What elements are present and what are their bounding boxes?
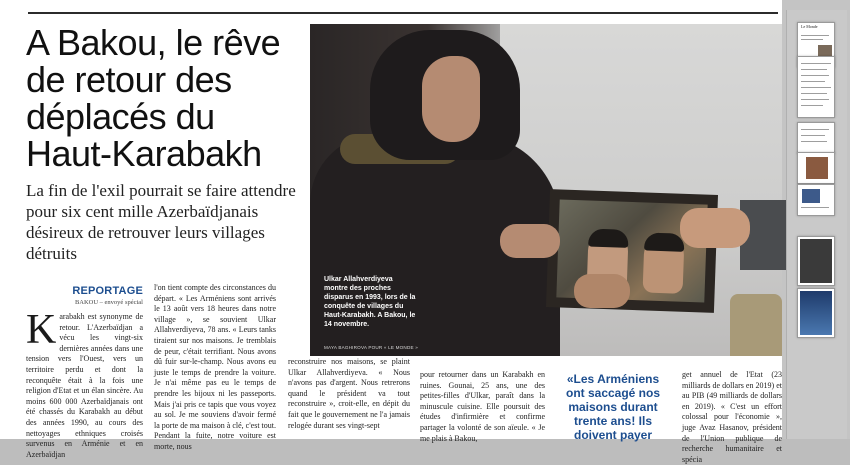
photo-portrait-2-hair [644, 232, 685, 251]
photo-hand-left [500, 224, 560, 258]
thumbnail-line [801, 93, 827, 94]
thumbnail-page-2[interactable] [797, 56, 835, 118]
page-thumbnail-strip[interactable] [786, 10, 847, 439]
thumbnail-line [801, 105, 823, 106]
column-5-text: get annuel de l'Etat (23 milliards de dollars en 2019) et au PIB (49 milliards de dollars en 2019). « C'est un effort colossal pour l'économie », juge Avaz Hasanov, président de l'Union publique de recherche humanitaire et spécia [682, 370, 782, 464]
thumbnail-image [800, 291, 832, 335]
text-column-3 [288, 357, 410, 431]
photo-portrait-1-hair [588, 228, 629, 247]
thumbnail-line [801, 63, 831, 64]
photo-caption: Ulkar Allahverdiyeva montre des proches disparus en 1993, lors de la conquête de villages du Haut-Karabakh. A Bakou, le 14 novembre. [324, 276, 416, 328]
text-column-2 [154, 283, 276, 453]
column-4-text: pour retourner dans un Karabakh en ruines. Gounai, 25 ans, une des petites-filles d'Ulkar, paraît dans la minuscule cuisine. Elle poursuit des études d'infirmière et confirme partager la volonté de son aïeule. « Je me plais à Bakou, [420, 370, 545, 443]
thumbnail-page-5[interactable] [797, 184, 835, 216]
photo-hand-right [680, 208, 750, 248]
text-column-1 [26, 307, 143, 460]
rubric-label: REPORTAGE [72, 285, 143, 297]
photo-hand-bottom [574, 274, 630, 308]
photo-credit: MAYA BAGHIROVA POUR « LE MONDE » [324, 345, 418, 350]
drop-cap: K [26, 307, 57, 353]
thumbnail-line [801, 81, 825, 82]
article-headline: A Bakou, le rêve de retour des déplacés du Haut-Karabakh [26, 22, 281, 174]
photo-woman-face [422, 56, 480, 142]
thumbnail-image [800, 239, 832, 283]
text-column-4 [420, 370, 545, 444]
thumbnail-line [801, 35, 829, 36]
thumbnail-line [801, 75, 829, 76]
thumbnail-line [801, 69, 827, 70]
thumbnail-page-6[interactable] [797, 236, 835, 286]
thumbnail-image [806, 157, 828, 179]
thumbnail-line [801, 87, 831, 88]
thumbnail-page-4[interactable] [797, 152, 835, 184]
article-subheadline: La fin de l'exil pourrait se faire attendre pour six cent mille Azerbaïdjanais désireux de retrouver leurs villages détruits [26, 181, 296, 263]
thumbnail-image [802, 189, 820, 203]
column-3-text: reconstruire nos maisons, se plaint Ulkar Allahverdiyeva. « Nous n'avons pas d'argent. Nous retrerons quand le président va tout reconstruire », croit-elle, en dépit du fait que le gouvernement ne l'a jamais relogée durant ses vingt-sept [288, 357, 410, 430]
column-1-text: arabakh est synonyme de retour. L'Azerbaïdjan a vécu les vingt-six dernières années dans une tension vers l'Ouest, vers un territoire perdu et dont la reconquête était à la fois une religion d'Etat et un élan sincère. Au moins 600 000 Azerbaïdjanais ont été chassés du Karabakh au début des années 1990, au cours des nettoyages ethniques croisés survenus en Arménie et en Azerbaïdjan [26, 312, 143, 459]
byline: BAKOU – envoyé spécial [74, 299, 143, 306]
thumbnail-line [801, 129, 829, 130]
pull-quote: «Les Arméniens ont saccagé nos maisons durant trente ans! Ils doivent payer [565, 372, 661, 442]
text-column-5 [682, 370, 782, 465]
thumbnail-page-3[interactable] [797, 122, 835, 154]
top-rule [28, 12, 778, 14]
thumbnail-masthead: Le Monde [801, 24, 818, 29]
thumbnail-line [801, 99, 829, 100]
thumbnail-line [801, 135, 825, 136]
thumbnail-line [801, 207, 829, 208]
thumbnail-page-7[interactable] [797, 288, 835, 338]
thumbnail-line [801, 141, 827, 142]
thumbnail-line [801, 39, 823, 40]
photo-lamp [730, 294, 782, 356]
column-2-text: l'on tient compte des circonstances du départ. « Les Arméniens sont arrivés le 13 août vers 18 heures dans notre village », se souvient Ulkar Allahverdiyeva, 78 ans. « Leurs tanks tiraient sur nos maisons. Je tremblais de peur, c'était terrifiant. Nous avons dû fuir sur-le-champ. Nous avons eu juste le temps de prendre la voiture. Je n'ai même pas eu le temps de prendre les bijoux ni les passeports. Mais j'ai pris ce tapis que vous voyez au sol. Je me souviens d'avoir fermé la porte de ma maison à clé, c'est tout. Pendant la fuite, notre voiture est morte, nous [154, 283, 276, 451]
